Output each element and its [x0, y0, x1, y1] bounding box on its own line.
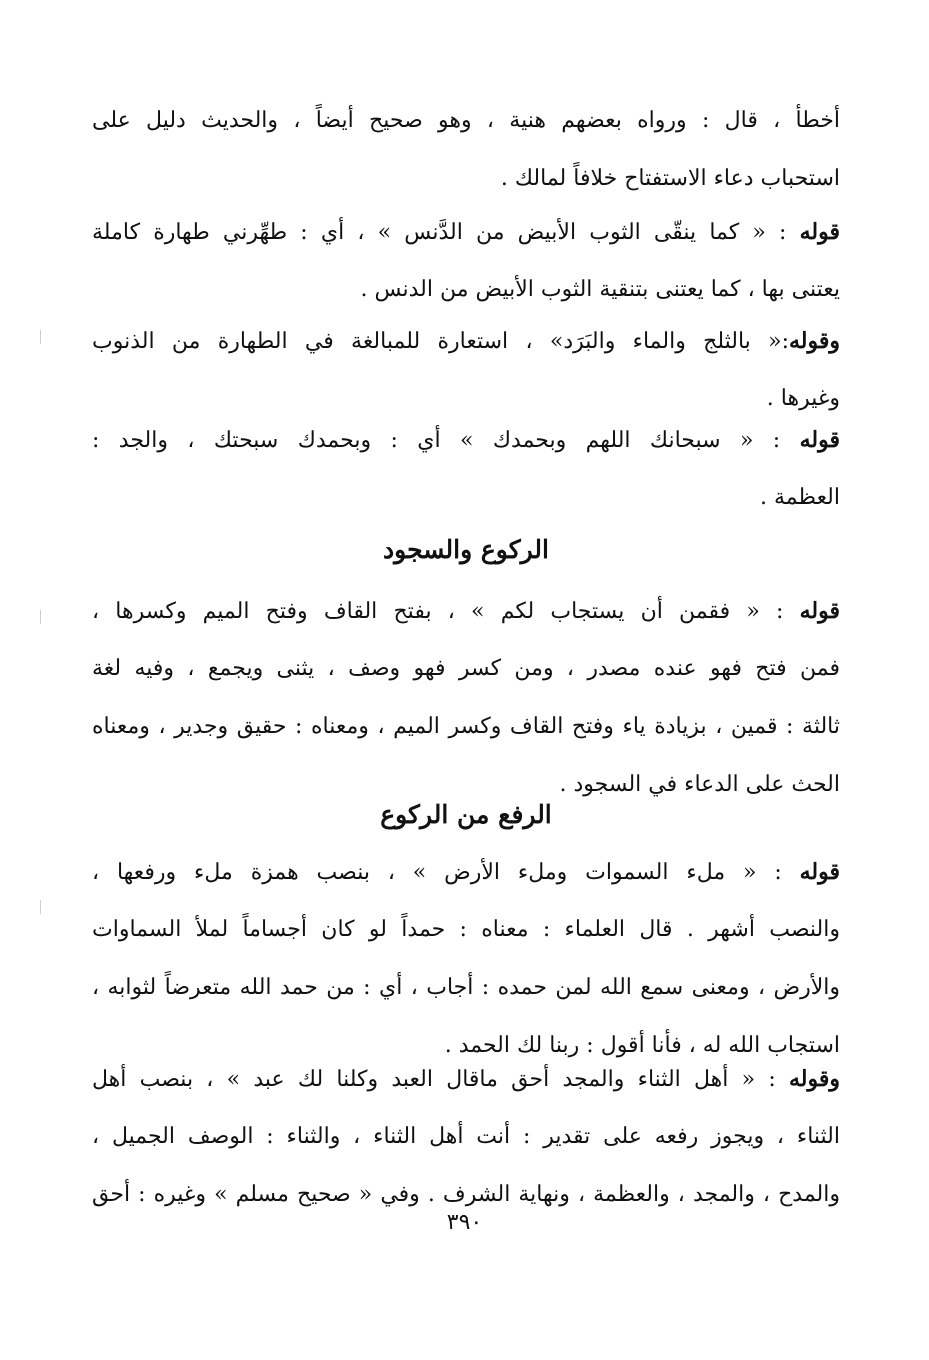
text-line: العظمة . — [760, 485, 840, 510]
text-run: : « كما ينقّى الثوب الأبيض من الدَّنس » ، أي : طهِّرني طهارة كاملة — [92, 220, 800, 245]
keyword: وقوله — [788, 328, 840, 354]
text-run: : « فقمن أن يستجاب لكم » ، بفتح القاف وفتح الميم وكسرها ، — [92, 599, 800, 624]
text-line: أخطأ ، قال : ورواه بعضهم هنية ، وهو صحيح أيضاً ، والحديث دليل على — [92, 108, 840, 133]
text-run: : « أهل الثناء والمجد أحق ماقال العبد وكلنا لك عبد » ، بنصب أهل — [92, 1067, 789, 1092]
text-line — [92, 411, 840, 469]
text-line: استجاب الله له ، فأنا أقول : ربنا لك الحمد . — [444, 1033, 840, 1058]
margin-mark — [40, 610, 41, 624]
text-line: استحباب دعاء الاستفتاح خلافاً لمالك . — [500, 166, 840, 191]
text-line: ثالثة : قمين ، بزيادة ياء وفتح القاف وكسر الميم ، ومعناه : حقيق وجدير ، ومعناه — [92, 714, 840, 739]
text-line: والمدح ، والمجد ، والعظمة ، ونهاية الشرف . وفي « صحيح مسلم » وغيره : أحق — [92, 1182, 840, 1207]
text-run: : « سبحانك اللهم وبحمدك » أي : وبحمدك سبحتك ، والجد : — [92, 428, 800, 453]
text-line: وغيرها . — [766, 386, 840, 411]
text-run: : « ملء السموات وملء الأرض » ، بنصب همزة ملء ورفعها ، — [92, 860, 800, 885]
text-line: الثناء ، ويجوز رفعه على تقدير : أنت أهل الثناء ، والثناء : الوصف الجميل ، — [92, 1124, 840, 1149]
text-line: يعتنى بها ، كما يعتنى بتنقية الثوب الأبيض من الدنس . — [360, 277, 840, 302]
text-line — [92, 582, 840, 640]
text-line — [92, 203, 840, 261]
paragraph-5 — [92, 582, 840, 814]
section-heading: الركوع والسجود — [383, 535, 549, 564]
keyword: قوله — [799, 219, 840, 245]
text-line: والأرض ، ومعنى سمع الله لمن حمده : أجاب ، أي : من حمد الله متعرضاً لثوابه ، — [92, 975, 840, 1000]
keyword: قوله — [799, 598, 840, 624]
paragraph-1 — [92, 92, 840, 208]
paragraph-7 — [92, 1050, 840, 1224]
paragraph-2 — [92, 203, 840, 319]
page-number: ٣٩٠ — [446, 1210, 483, 1235]
text-line — [92, 1050, 840, 1108]
keyword: قوله — [799, 859, 840, 885]
margin-mark — [40, 330, 41, 344]
text-line — [92, 312, 840, 370]
text-line: الحث على الدعاء في السجود . — [559, 772, 840, 797]
keyword: وقوله — [788, 1066, 840, 1092]
paragraph-6 — [92, 843, 840, 1075]
keyword: قوله — [799, 427, 840, 453]
text-line: فمن فتح فهو عنده مصدر ، ومن كسر فهو وصف ، يثنى ويجمع ، وفيه لغة — [92, 656, 840, 681]
text-line — [92, 843, 840, 901]
section-heading: الرفع من الركوع — [380, 800, 552, 829]
margin-mark — [40, 900, 41, 914]
paragraph-4 — [92, 411, 840, 527]
text-line: والنصب أشهر . قال العلماء : معناه : حمداً لو كان أجساماً لملأ السماوات — [92, 917, 840, 942]
text-run: :« بالثلج والماء والبَرَد» ، استعارة للمبالغة في الطهارة من الذنوب — [92, 329, 789, 354]
